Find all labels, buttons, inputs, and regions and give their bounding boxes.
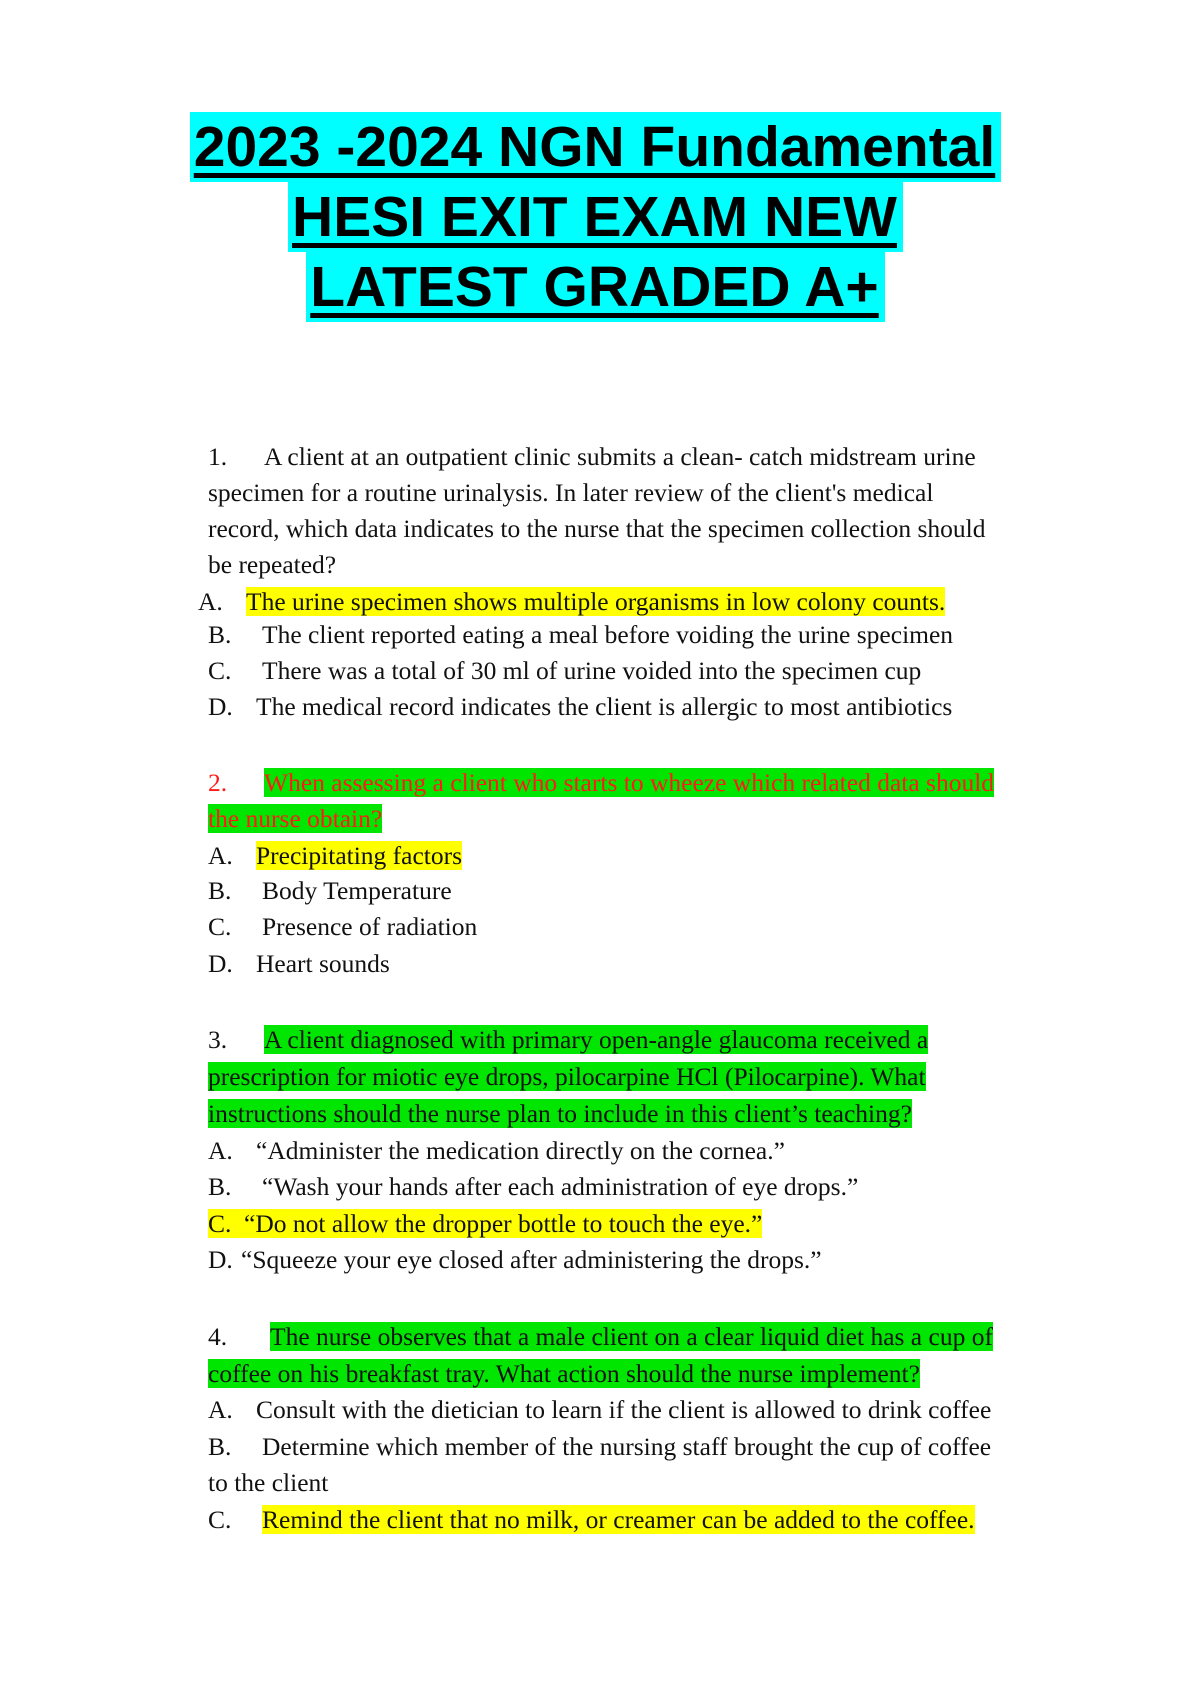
question-3-option-b: B. “Wash your hands after each administration of eye drops.” — [208, 1172, 859, 1201]
question-1-stem-line-2: specimen for a routine urinalysis. In later review of the client's medical — [208, 478, 934, 507]
question-3-option-c — [208, 1207, 762, 1241]
title-line-2: HESI EXIT EXAM NEW — [288, 182, 903, 252]
question-1-option-b: B. The client reported eating a meal before voiding the urine specimen — [208, 620, 954, 649]
question-1-option-d: D. The medical record indicates the client is allergic to most antibiotics — [208, 692, 953, 721]
question-4-stem-line-2: coffee on his breakfast tray. What action should the nurse implement? — [208, 1359, 920, 1388]
title-line-1: 2023 -2024 NGN Fundamental — [190, 112, 1001, 182]
question-1-stem-line-3: record, which data indicates to the nurse that the specimen collection should — [208, 514, 986, 543]
question-4-option-c: C. Remind the client that no milk, or creamer can be added to the coffee. — [208, 1505, 975, 1534]
question-3-option-a: A. “Administer the medication directly on the cornea.” — [208, 1136, 785, 1165]
question-4-number: 4. — [208, 1322, 228, 1351]
title-line-3: LATEST GRADED A+ — [306, 252, 884, 322]
question-3-stem-line-3: instructions should the nurse plan to include in this client’s teaching? — [208, 1099, 912, 1128]
question-3-stem-line-1: 3. A client diagnosed with primary open-angle glaucoma received a — [208, 1023, 928, 1057]
question-4-option-b: B. Determine which member of the nursing staff brought the cup of coffee — [208, 1432, 992, 1461]
question-2-option-b: B. Body Temperature — [208, 876, 452, 905]
question-3-option-d: D. “Squeeze your eye closed after administering the drops.” — [208, 1245, 822, 1274]
question-1-stem-line-1: 1. A client at an outpatient clinic submits a clean- catch midstream urine — [208, 440, 976, 474]
answer-highlight: Remind the client that no milk, or creamer can be added to the coffee. — [262, 1505, 975, 1534]
answer-highlight: The urine specimen shows multiple organisms in low colony counts. — [246, 587, 946, 616]
question-2-option-c: C. Presence of radiation — [208, 912, 478, 941]
question-3-stem-line-2: prescription for miotic eye drops, pilocarpine HCl (Pilocarpine). What — [208, 1062, 926, 1091]
question-4-option-a: A. Consult with the dietician to learn if the client is allowed to drink coffee — [208, 1395, 992, 1424]
question-2-option-a: A. Precipitating factors — [208, 841, 463, 870]
question-4-option-b-continued: to the client — [208, 1468, 329, 1497]
question-2-stem-line-1: 2. When assessing a client who starts to wheeze which related data should — [208, 766, 994, 800]
question-3-number: 3. — [208, 1025, 228, 1054]
question-2-stem-line-2: the nurse obtain? — [208, 804, 383, 833]
question-1-number: 1. — [208, 442, 228, 471]
question-2-number: 2. — [208, 768, 228, 797]
answer-highlight: Precipitating factors — [256, 841, 463, 870]
document-title — [0, 112, 1191, 322]
question-4-stem-line-1: 4. The nurse observes that a male client on a clear liquid diet has a cup of — [208, 1320, 993, 1354]
question-1-stem-line-4: be repeated? — [208, 550, 337, 579]
answer-highlight: C. “Do not allow the dropper bottle to touch the eye.” — [208, 1209, 763, 1238]
question-2-option-d: D. Heart sounds — [208, 949, 390, 978]
question-1-option-a: A. The urine specimen shows multiple organisms in low colony counts. — [198, 587, 946, 616]
question-1-option-c: C. There was a total of 30 ml of urine voided into the specimen cup — [208, 656, 922, 685]
